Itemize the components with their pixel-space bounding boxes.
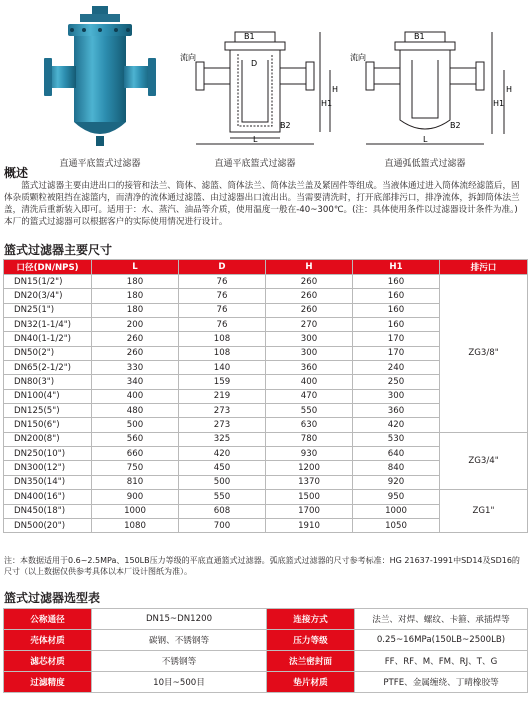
- dim-cell: 260: [92, 346, 179, 360]
- dims-title: 篮式过滤器主要尺寸: [4, 243, 113, 257]
- selection-table: [3, 608, 528, 693]
- dim-cell: 640: [353, 447, 440, 461]
- fig2-h-label: H: [332, 85, 339, 94]
- fig3-l-label: L: [423, 135, 428, 144]
- selection-row: [4, 609, 528, 630]
- dim-cell: 950: [353, 490, 440, 504]
- dim-cell: 76: [179, 303, 266, 317]
- overview-title: 概述: [4, 166, 29, 180]
- selection-value: 不锈钢等: [92, 651, 267, 672]
- dim-cell: 340: [92, 375, 179, 389]
- dim-cell: 1080: [92, 518, 179, 532]
- dim-cell: 360: [353, 404, 440, 418]
- dim-cell: 500: [179, 475, 266, 489]
- dims-header-2: D: [179, 260, 266, 275]
- selection-label: 壳体材质: [4, 630, 92, 651]
- fig3-b1-label: B1: [414, 32, 425, 41]
- dim-cell: 630: [266, 418, 353, 432]
- dim-cell: 700: [179, 518, 266, 532]
- dim-cell: 260: [266, 303, 353, 317]
- dim-cell: 400: [266, 375, 353, 389]
- dim-cell: 550: [179, 490, 266, 504]
- dn-cell: DN25(1"): [4, 303, 92, 317]
- dim-cell: 260: [266, 275, 353, 289]
- dims-header-5: 排污口: [440, 260, 528, 275]
- dim-cell: 550: [266, 404, 353, 418]
- dim-cell: 180: [92, 275, 179, 289]
- dim-cell: 810: [92, 475, 179, 489]
- selection-label: 压力等级: [267, 630, 355, 651]
- dim-cell: 1500: [266, 490, 353, 504]
- table-row: [4, 490, 528, 504]
- selection-label: 公称通径: [4, 609, 92, 630]
- dim-cell: 900: [92, 490, 179, 504]
- dn-cell: DN350(14"): [4, 475, 92, 489]
- dim-cell: 300: [353, 389, 440, 403]
- dim-cell: 1000: [92, 504, 179, 518]
- selection-label: 法兰密封面: [267, 651, 355, 672]
- dim-cell: 1700: [266, 504, 353, 518]
- dim-cell: 140: [179, 361, 266, 375]
- selection-value: 10目~500目: [92, 672, 267, 693]
- dim-cell: 1000: [353, 504, 440, 518]
- drain-cell: ZG3/8": [440, 275, 528, 433]
- dim-cell: 108: [179, 346, 266, 360]
- dn-cell: DN300(12"): [4, 461, 92, 475]
- dim-cell: 530: [353, 432, 440, 446]
- dn-cell: DN40(1-1/2"): [4, 332, 92, 346]
- dim-cell: 450: [179, 461, 266, 475]
- fig2-d-label: D: [251, 59, 258, 68]
- dim-cell: 330: [92, 361, 179, 375]
- dim-cell: 76: [179, 318, 266, 332]
- fig2-l-label: L: [253, 135, 258, 144]
- selection-label: 连接方式: [267, 609, 355, 630]
- dim-cell: 1200: [266, 461, 353, 475]
- dn-cell: DN150(6"): [4, 418, 92, 432]
- selection-value: FF、RF、M、FM、RJ、T、G: [355, 651, 528, 672]
- drain-cell: ZG1": [440, 490, 528, 533]
- dim-cell: 160: [353, 303, 440, 317]
- selection-value: 0.25~16MPa(150LB~2500LB): [355, 630, 528, 651]
- selection-value: PTFE、金属缠绕、丁晴橡胶等: [355, 672, 528, 693]
- selection-value: 碳钢、不锈钢等: [92, 630, 267, 651]
- fig2-h1-label: H1: [321, 99, 333, 108]
- dim-cell: 780: [266, 432, 353, 446]
- dim-cell: 170: [353, 332, 440, 346]
- dim-cell: 1050: [353, 518, 440, 532]
- dim-cell: 420: [179, 447, 266, 461]
- dim-cell: 500: [92, 418, 179, 432]
- overview-text: 篮式过滤器主要由进出口的接管和法兰、筒体、滤篮、筒体法兰、筒体法兰盖及紧固件等组成。当液体通过进入筒体流经滤篮后，固体杂质颗粒被阻挡在滤篮内，而清净的流体通过滤篮、由过滤器出口流出出。当需要清洗时，打开底部排污口，排净流体，拆卸筒体法兰盖，清洗后重新装入即可。适用于：水、蒸汽、油品等介质，使用温度一般在-40~300℃。(注：具体使用条件以过滤器设计条件为准。)本厂的篮式过滤器可以根据客户的实际使用情况进行设计。: [4, 181, 520, 227]
- dimensions-table: [3, 259, 528, 533]
- dim-cell: 300: [266, 332, 353, 346]
- dim-cell: 180: [92, 289, 179, 303]
- dim-cell: 250: [353, 375, 440, 389]
- selection-label: 过滤精度: [4, 672, 92, 693]
- dim-cell: 160: [353, 318, 440, 332]
- flat-bottom-strainer-drawing: [180, 30, 340, 150]
- dim-cell: 840: [353, 461, 440, 475]
- dim-cell: 160: [353, 275, 440, 289]
- selection-row: [4, 672, 528, 693]
- dim-cell: 480: [92, 404, 179, 418]
- dims-header-4: H1: [353, 260, 440, 275]
- dn-cell: DN100(4"): [4, 389, 92, 403]
- fig3-flow-label: 流向: [350, 53, 366, 62]
- selection-value: DN15~DN1200: [92, 609, 267, 630]
- dim-cell: 108: [179, 332, 266, 346]
- dim-cell: 170: [353, 346, 440, 360]
- selection-row: [4, 651, 528, 672]
- fig3-h1-label: H1: [493, 99, 505, 108]
- dim-cell: 920: [353, 475, 440, 489]
- fig2-b1-label: B1: [244, 32, 255, 41]
- dim-cell: 400: [92, 389, 179, 403]
- dim-cell: 360: [266, 361, 353, 375]
- dn-cell: DN125(5"): [4, 404, 92, 418]
- dims-header-3: H: [266, 260, 353, 275]
- dim-cell: 200: [92, 318, 179, 332]
- drain-cell: ZG3/4": [440, 432, 528, 489]
- basket-strainer-photo: [40, 4, 160, 150]
- dn-cell: DN65(2-1/2"): [4, 361, 92, 375]
- dn-cell: DN20(3/4"): [4, 289, 92, 303]
- dn-cell: DN80(3"): [4, 375, 92, 389]
- dim-cell: 470: [266, 389, 353, 403]
- table-row: [4, 275, 528, 289]
- table-row: [4, 432, 528, 446]
- dim-cell: 930: [266, 447, 353, 461]
- figure-1-caption: 直通平底篮式过滤器: [59, 159, 141, 169]
- dim-cell: 76: [179, 275, 266, 289]
- selection-row: [4, 630, 528, 651]
- dn-cell: DN32(1-1/4"): [4, 318, 92, 332]
- selection-label: 滤芯材质: [4, 651, 92, 672]
- dn-cell: DN500(20"): [4, 518, 92, 532]
- dim-cell: 159: [179, 375, 266, 389]
- dn-cell: DN50(2"): [4, 346, 92, 360]
- dim-cell: 76: [179, 289, 266, 303]
- dims-header-0: 口径(DN/NPS): [4, 260, 92, 275]
- dim-cell: 180: [92, 303, 179, 317]
- dn-cell: DN200(8"): [4, 432, 92, 446]
- figure-3-caption: 直通弧低篮式过滤器: [384, 159, 466, 169]
- dims-header-1: L: [92, 260, 179, 275]
- dn-cell: DN250(10"): [4, 447, 92, 461]
- dims-header-row: [4, 260, 528, 275]
- selection-label: 垫片材质: [267, 672, 355, 693]
- dim-cell: 750: [92, 461, 179, 475]
- selection-value: 法兰、对焊、螺纹、卡箍、承插焊等: [355, 609, 528, 630]
- dim-cell: 160: [353, 289, 440, 303]
- dim-cell: 300: [266, 346, 353, 360]
- fig3-b2-label: B2: [450, 121, 461, 130]
- fig2-flow-label: 流向: [180, 53, 196, 62]
- dim-cell: 608: [179, 504, 266, 518]
- figure-2-caption: 直通平底篮式过滤器: [214, 159, 296, 169]
- dim-cell: 420: [353, 418, 440, 432]
- dim-cell: 270: [266, 318, 353, 332]
- dim-cell: 273: [179, 404, 266, 418]
- fig3-h-label: H: [506, 85, 513, 94]
- dn-cell: DN450(18"): [4, 504, 92, 518]
- selection-title: 篮式过滤器选型表: [4, 591, 101, 605]
- dn-cell: DN15(1/2"): [4, 275, 92, 289]
- fig2-b2-label: B2: [280, 121, 291, 130]
- dim-cell: 560: [92, 432, 179, 446]
- dim-cell: 260: [266, 289, 353, 303]
- dim-cell: 325: [179, 432, 266, 446]
- dim-cell: 260: [92, 332, 179, 346]
- dim-cell: 660: [92, 447, 179, 461]
- dim-cell: 219: [179, 389, 266, 403]
- dim-cell: 1370: [266, 475, 353, 489]
- dim-cell: 240: [353, 361, 440, 375]
- dim-cell: 1910: [266, 518, 353, 532]
- dims-note: 注：本数据适用于0.6~2.5MPa、150LB压力等级的平底直通篮式过滤器。弧底篮式过滤器的尺寸参考标准：HG 21637-1991中SD14及SD16的尺寸（以上数据仅供参考具体以本厂设计图纸为准）。: [4, 556, 520, 576]
- dn-cell: DN400(16"): [4, 490, 92, 504]
- dim-cell: 273: [179, 418, 266, 432]
- arc-bottom-strainer-drawing: [350, 30, 520, 150]
